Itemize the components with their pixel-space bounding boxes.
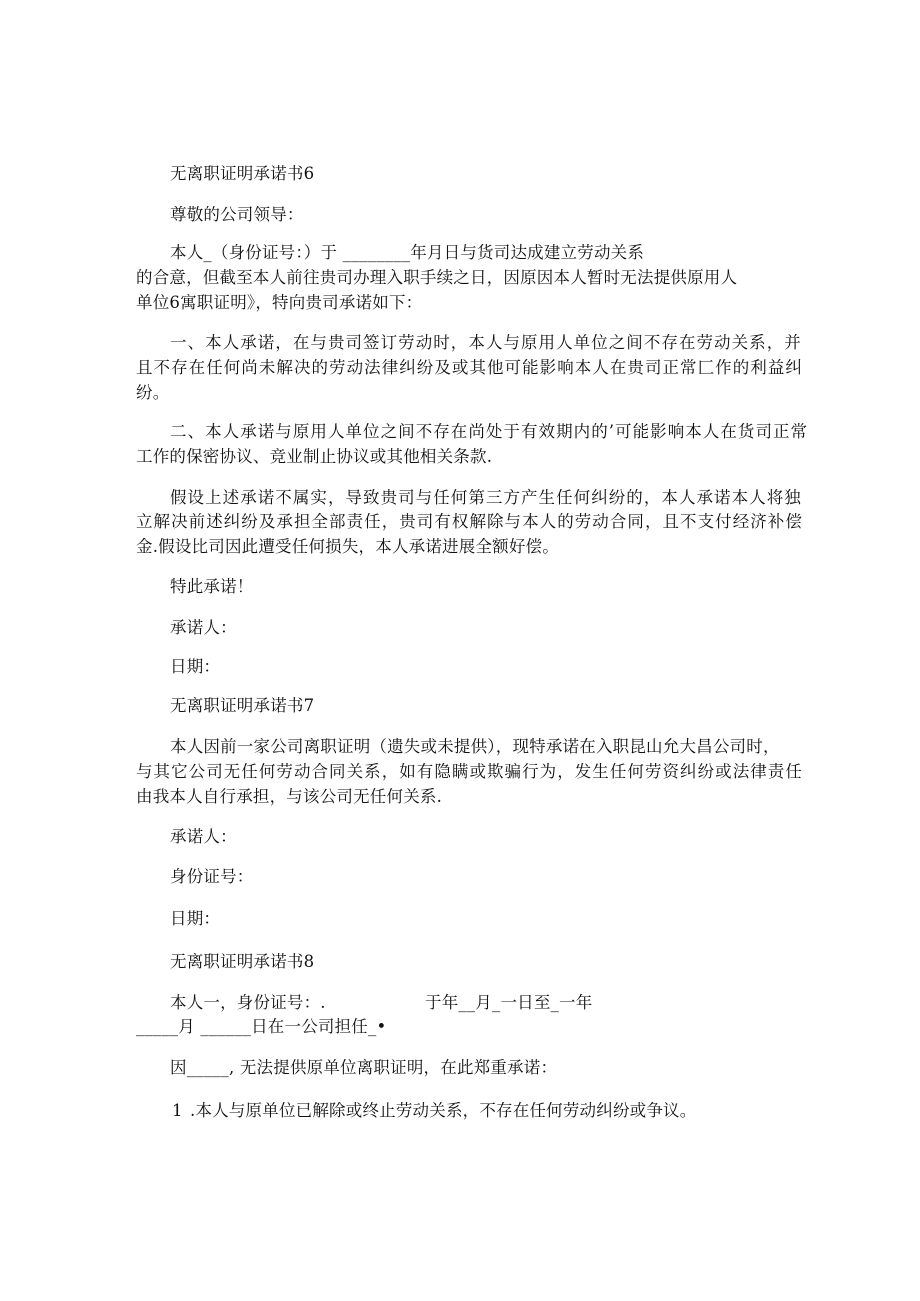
- closing-statement: 特此承诺！: [170, 577, 254, 596]
- clause-2-line-2: 工作的保密协议、竞业制止协议或其他相关条款.: [136, 447, 493, 466]
- section-8-line-2: _____月 ______日在一公司担任_•: [136, 1017, 387, 1036]
- clause-3-line-3: 金.假设比司因此遭受任何损失，本人承诺进展全额好偿。: [136, 537, 559, 556]
- intro-line-1: 本人_（身份证号：）于 ________年月日与货司达成建立劳动关系: [170, 243, 645, 262]
- intro-line-3: 单位6寓职证明》，特向贵司承诺如下：: [136, 293, 423, 312]
- section-6-title: 无离职证明承诺书6: [170, 164, 315, 183]
- section-7-title: 无离职证明承诺书7: [170, 696, 315, 715]
- clause-1-line-1: 一、本人承诺，在与贵司签订劳动时，本人与原用人单位之间不存在劳动关系，并: [170, 333, 802, 352]
- section-8-reason: 因_____, 无法提供原单位离职证明，在此郑重承诺：: [170, 1058, 558, 1077]
- section-7-line-2: 与其它公司无任何劳动合同关系，如有隐瞒或欺骗行为，发生任何劳资纠纷或法律责任: [136, 762, 803, 781]
- section-7-id-number-label: 身份证号：: [170, 867, 254, 886]
- section-7-date-label: 日期：: [170, 909, 221, 928]
- clause-1-line-3: 纷。: [136, 383, 170, 402]
- section-7-line-1: 本人因前一家公司离职证明（遗失或未提供），现特承诺在入职昆山允大昌公司时，: [170, 737, 780, 756]
- clause-1-line-2: 且不存在任何尚未解决的劳动法律纠纷及或其他可能影响本人在贵司正常匚作的利益纠: [136, 358, 803, 377]
- section-8-item-1-number: 1: [172, 1101, 183, 1120]
- section-7-promisor-label: 承诺人：: [170, 827, 237, 846]
- section-8-line-1a: 本人一，身份证号：.: [170, 993, 326, 1012]
- section-8-item-1-text: .本人与原单位已解除或终止劳动关系，不存在任何劳动纠纷或争议。: [190, 1101, 697, 1120]
- section-8-line-1b: 于年__月_一日至_一年: [425, 993, 593, 1012]
- intro-line-2: 的合意，但截至本人前往贵司办理入职手续之日，因原因本人暂时无法提供原用人: [136, 268, 738, 287]
- clause-2-line-1: 二、本人承诺与原用人单位之间不存在尚处于有效期内的’可能影响本人在货司正常: [170, 422, 809, 441]
- salutation: 尊敬的公司领导：: [170, 205, 304, 224]
- section-8-title: 无离职证明承诺书8: [170, 952, 315, 971]
- date-label: 日期：: [170, 657, 221, 676]
- clause-3-line-2: 立解决前述纠纷及承担全部责任，贵司有权解除与本人的劳动合同，且不支付经济补偿: [136, 512, 803, 531]
- promisor-label: 承诺人：: [170, 618, 237, 637]
- clause-3-line-1: 假设上述承诺不属实，导致贵司与任何第三方产生任何纠纷的，本人承诺本人将独: [170, 488, 802, 507]
- section-7-line-3: 由我本人自行承担，与该公司无任何关系.: [136, 787, 443, 806]
